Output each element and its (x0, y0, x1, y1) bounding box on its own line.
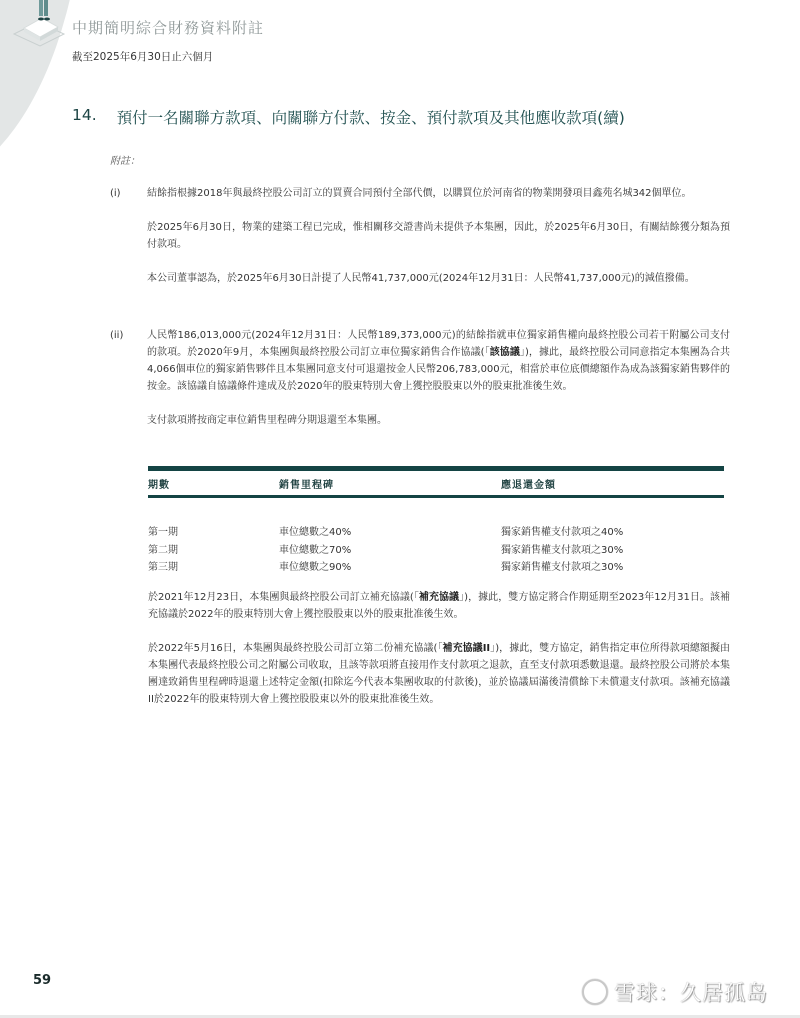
notes-label: 附註： (110, 156, 140, 167)
text-run: 」)，據此，雙方協定，銷售指定車位所得款項總額擬由本集團代表最終控股公司之附屬公司收取，且該等款項將直接用作支付款項之退款，直至支付款項悉數退還。最終控股公司將於本集團達致銷售里程碑時退還上述特定金額(扣除迄今代表本集團收取的付款後)，並於協議屆滿後清償餘下未償還支付款項。該補充協議II於2022年的股東特別大會上獲控股股東以外的股東批准後生效。 (148, 643, 730, 705)
note-paragraph: 本公司董事認為，於2025年6月30日計提了人民幣41,737,000元(2024年12月31日：人民幣41,737,000元)的減值撥備。 (147, 273, 695, 284)
text-run: 於2022年5月16日，本集團與最終控股公司訂立第二份補充協議(「 (148, 643, 443, 654)
watermark (582, 977, 768, 1007)
document-header-period: 截至2025年6月30日止六個月 (72, 51, 214, 63)
note-paragraph: 於2025年6月30日，物業的建築工程已完成，惟相關移交證書尚未提供予本集團，因此，於2025年6月30日，有關結餘獲分類為預付款項。 (147, 222, 730, 250)
defined-term: 補充協議II (442, 643, 491, 654)
column-header-milestone: 銷售里程碑 (279, 479, 334, 491)
note-i (110, 185, 730, 287)
column-header-refund-amount: 應退還金額 (501, 479, 556, 491)
text-run: 人民幣186,013,000元(2024年12月31日：人民幣189,373,000元)的結餘指就車位獨家銷售權向最終控股公司若干附屬公司支付的款項。於2020年9月，本集團與最終控股公司訂立車位獨家銷售合作協議(「 (147, 330, 730, 358)
table-cell: 第一期 (148, 527, 178, 539)
watermark-text: 雪球：久居孤岛 (614, 981, 768, 1005)
table-cell: 車位總數之40% (279, 527, 352, 539)
note-paragraph (147, 327, 730, 395)
table-cell: 第三期 (148, 562, 178, 574)
note-marker: (ii) (110, 330, 124, 341)
document-header-title: 中期簡明綜合財務資料附註 (72, 19, 265, 37)
table-cell: 車位總數之90% (279, 562, 352, 574)
refund-schedule-table (148, 466, 724, 575)
table-body (148, 522, 724, 575)
table-cell: 獨家銷售權支付款項之40% (501, 527, 624, 539)
table-row (148, 522, 724, 540)
section-number: 14. (72, 106, 97, 124)
note-ii (110, 327, 730, 429)
table-cell: 獨家銷售權支付款項之30% (501, 562, 624, 574)
note-paragraph: 支付款項將按商定車位銷售里程碑分期退還至本集團。 (147, 415, 387, 426)
table-cell: 車位總數之70% (279, 544, 352, 556)
table-header-row (148, 471, 724, 495)
defined-term: 補充協議 (418, 592, 460, 603)
supplemental-agreement-ii-paragraph (148, 640, 730, 708)
supplemental-agreement-paragraph (148, 589, 730, 623)
text-run: 」)，據此，雙方協定將合作期延期至2023年12月31日。該補充協議於2022年的股東特別大會上獲控股股東以外的股東批准後生效。 (148, 592, 730, 620)
section-heading (72, 106, 625, 128)
text-run: 於2021年12月23日，本集團與最終控股公司訂立補充協議(「 (148, 592, 419, 603)
defined-term: 該協議 (489, 347, 520, 358)
note-marker: (i) (110, 188, 121, 199)
table-row (148, 540, 724, 558)
page-number: 59 (33, 973, 52, 988)
table-row (148, 557, 724, 575)
section-title: 預付一名關聯方款項、向關聯方付款、按金、預付款項及其他應收款項(續) (116, 109, 625, 127)
table-cell: 獨家銷售權支付款項之30% (501, 544, 624, 556)
text-run: 」)，據此，最終控股公司同意指定本集團為合共4,066個車位的獨家銷售夥伴且本集團同意支付可退還按金人民幣206,783,000元，相當於車位底價總額作為成為該獨家銷售夥伴的按金。該協議自協議條件達成及於2020年的股東特別大會上獲控股股東以外的股東批准後生效。 (147, 347, 731, 392)
note-paragraph: 結餘指根據2018年與最終控股公司訂立的買賣合同預付全部代價，以購買位於河南省的物業開發項目鑫苑名城342個單位。 (147, 188, 692, 199)
table-cell: 第二期 (148, 544, 178, 556)
column-header-period: 期數 (148, 479, 170, 491)
header-illustration-icon (8, 0, 78, 52)
table-header-rule (148, 495, 724, 498)
xueqiu-logo-icon (582, 979, 608, 1005)
